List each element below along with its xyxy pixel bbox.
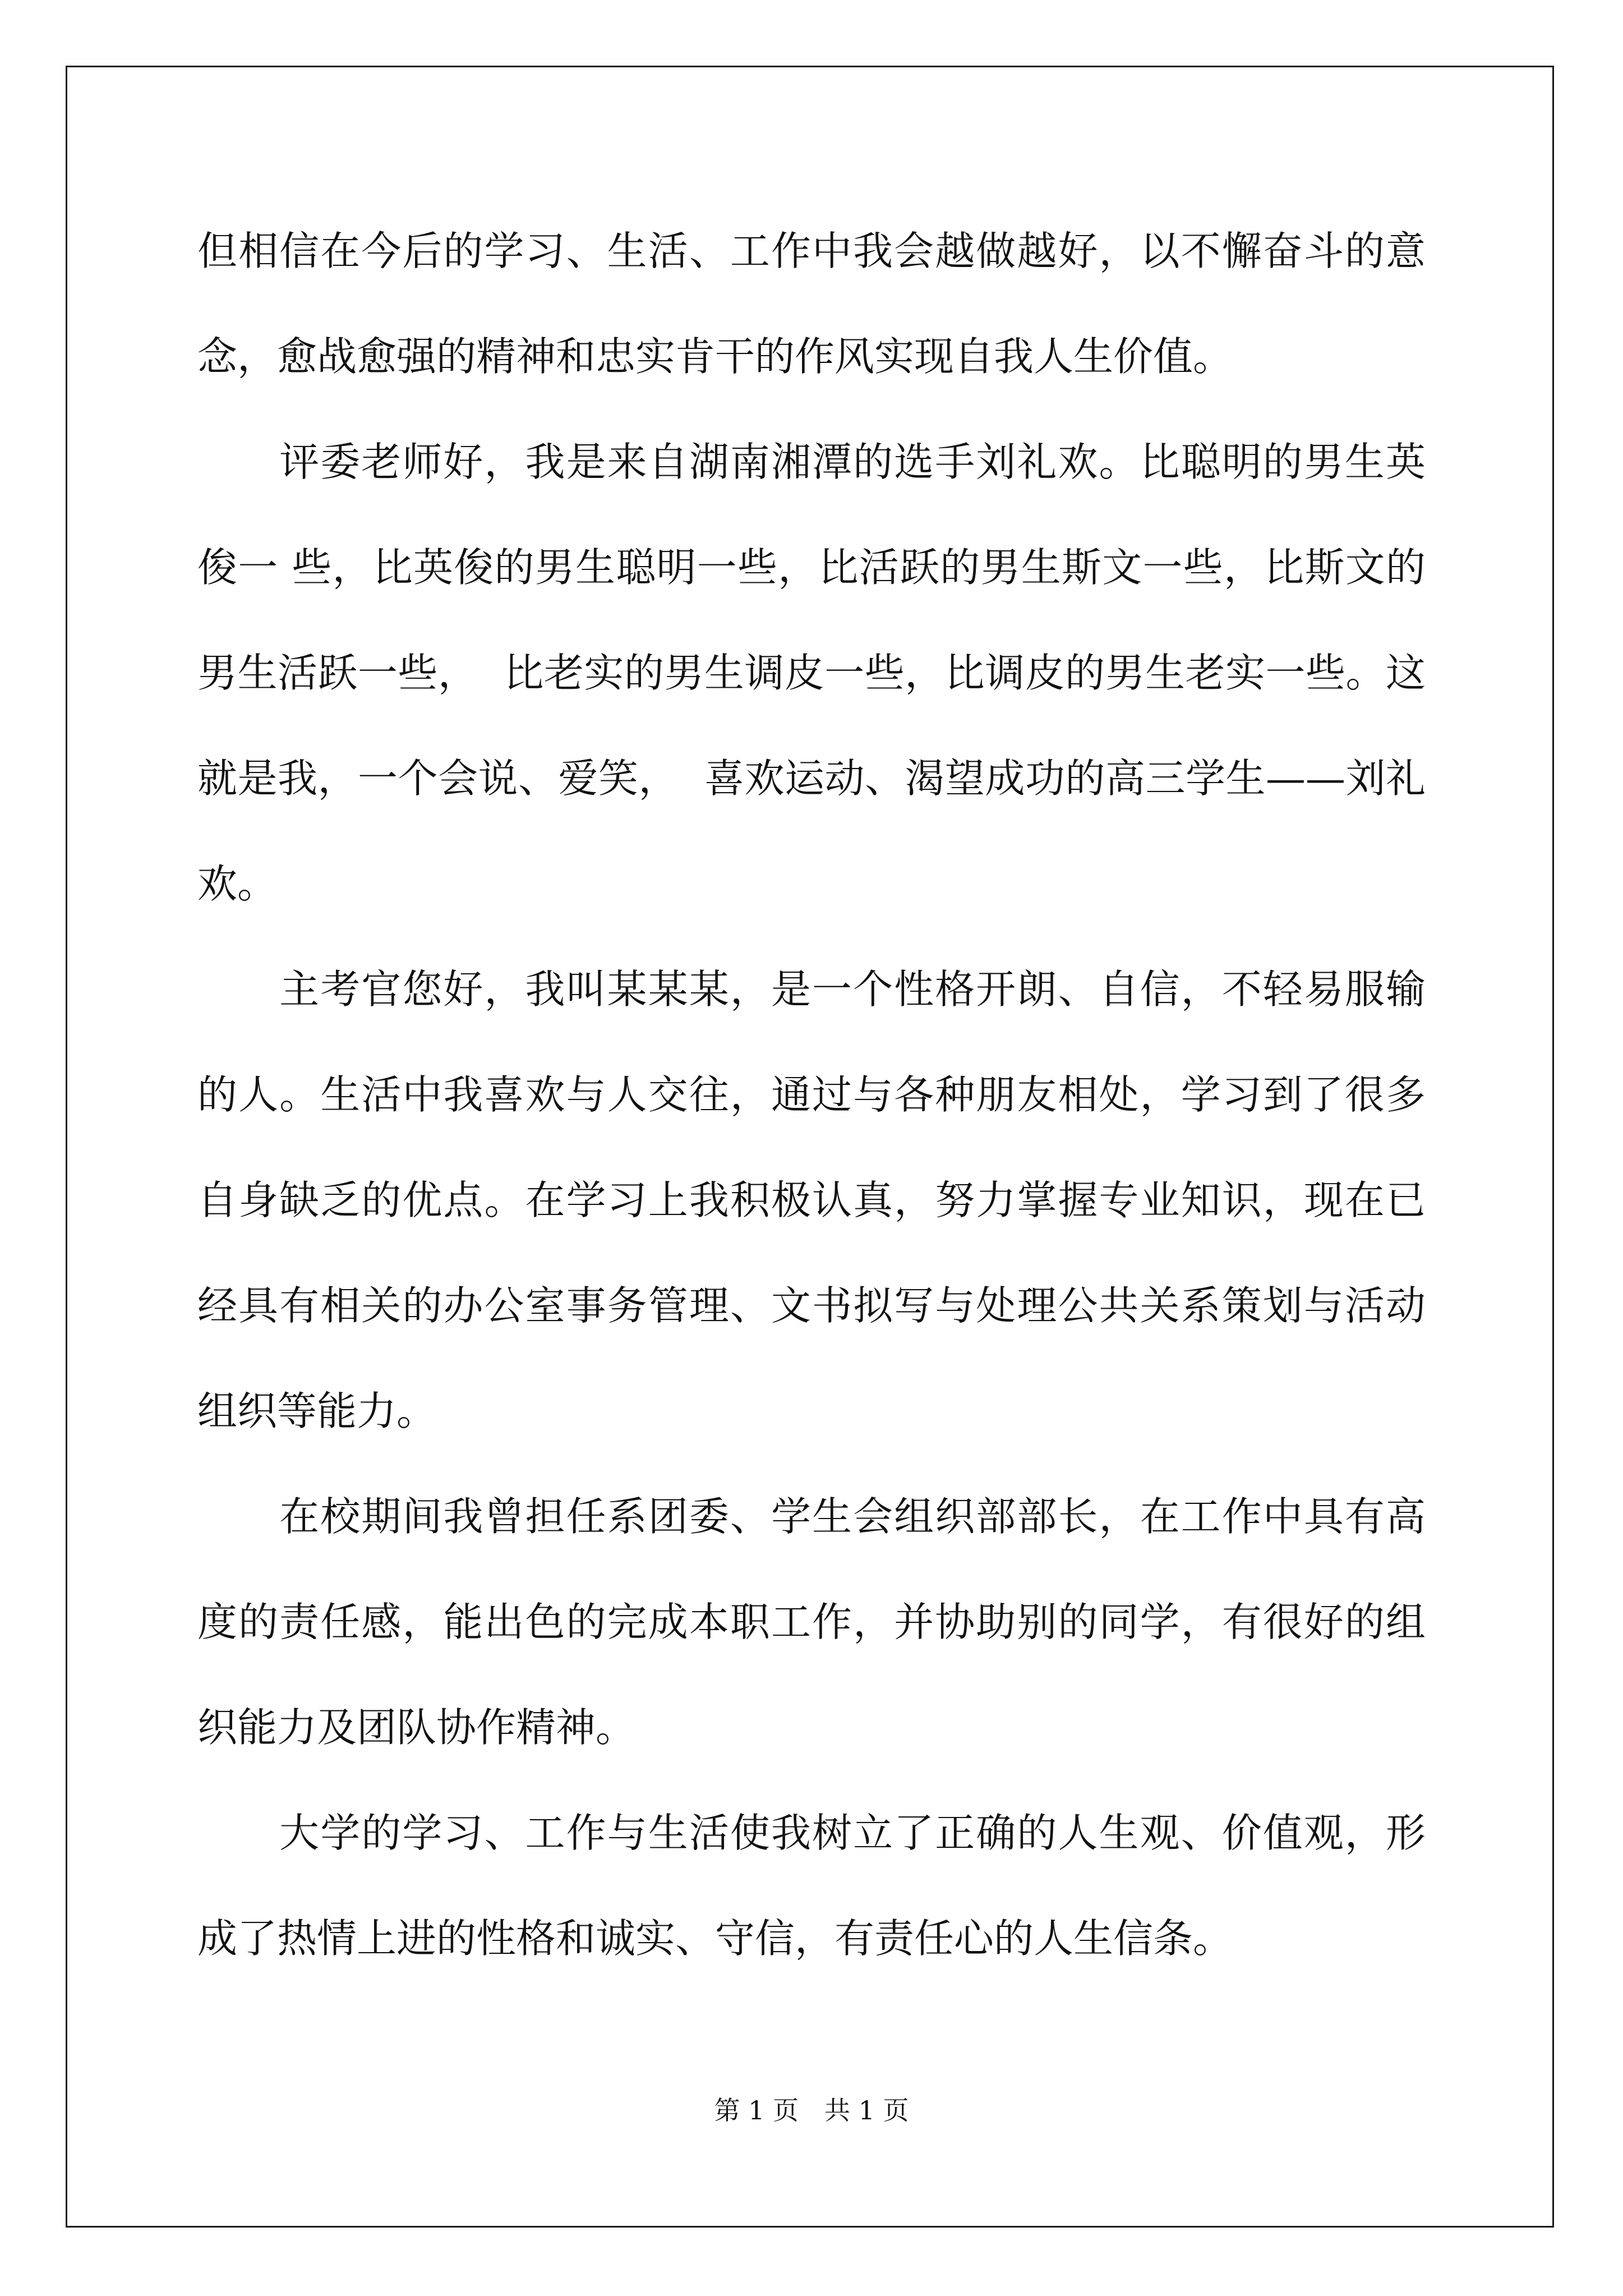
text-line: 就是我，一个会说、爱笑， 喜欢运动、渴望成功的高三学生——刘礼 — [197, 755, 1426, 802]
text-line: 评委老师好，我是来自湖南湘潭的选手刘礼欢。比聪明的男生英 — [197, 439, 1426, 485]
text-line: 经具有相关的办公室事务管理、文书拟写与处理公共关系策划与活动 — [197, 1282, 1426, 1329]
text-line: 自身缺乏的优点。在学习上我积极认真，努力掌握专业知识，现在已 — [197, 1177, 1426, 1223]
text-line: 欢。 — [197, 861, 278, 907]
text-line: 在校期间我曾担任系团委、学生会组织部部长，在工作中具有高 — [197, 1493, 1426, 1540]
text-line: 的人。生活中我喜欢与人交往，通过与各种朋友相处，学习到了很多 — [197, 1071, 1426, 1118]
document-body — [197, 214, 1426, 2007]
text-line: 成了热情上进的性格和诚实、守信，有责任心的人生信条。 — [197, 1915, 1233, 1962]
text-line: 度的责任感，能出色的完成本职工作，并协助别的同学，有很好的组 — [197, 1599, 1426, 1645]
text-line: 男生活跃一些， 比老实的男生调皮一些，比调皮的男生老实一些。这 — [197, 650, 1426, 696]
text-line: 组织等能力。 — [197, 1388, 437, 1434]
text-line: 主考官您好，我叫某某某，是一个性格开朗、自信，不轻易服输 — [197, 966, 1426, 1013]
page-number-footer: 第 1 页 共 1 页 — [714, 2095, 909, 2125]
text-line: 但相信在今后的学习、生活、工作中我会越做越好，以不懈奋斗的意 — [197, 228, 1426, 274]
text-line: 念，愈战愈强的精神和忠实肯干的作风实现自我人生价值。 — [197, 333, 1233, 380]
text-line: 俊一 些，比英俊的男生聪明一些，比活跃的男生斯文一些，比斯文的 — [197, 544, 1426, 591]
text-line: 大学的学习、工作与生活使我树立了正确的人生观、价值观，形 — [197, 1810, 1426, 1856]
text-line: 织能力及团队协作精神。 — [197, 1704, 636, 1751]
